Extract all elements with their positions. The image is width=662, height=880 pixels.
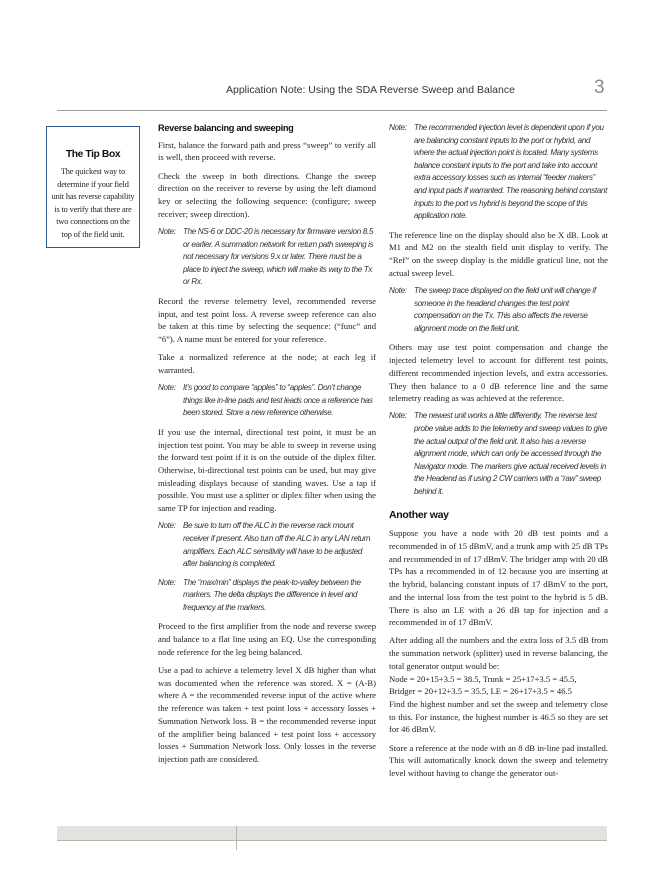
header-divider bbox=[57, 110, 607, 111]
note-text: The newest unit works a little differently. The reverse test probe value adds to the telemetry and sweep values to give the actual output of the field unit. It also has a reverse alignment mode, which can only be accessed through the Navigator mode. The markers give actual received levels in the Headend as if using 2 CW carriers with a “raw” sweep behind it. bbox=[414, 411, 607, 497]
section-heading-another-way: Another way bbox=[389, 508, 449, 521]
note-label: Note: bbox=[389, 123, 407, 132]
paragraph: Suppose you have a node with 20 dB test points and a recommended in of 15 dBmV, and a trunk amp with 25 dB TPs and recommended in of 17 dBmV. The bridger amp with 20 dB TPs has a recommended in of 12 because you are inserting at the hybrid, balancing constant inputs of 17 dBmV to the port, and the internal loss from the test point to the hybrid is 5 dB. There is also an LE with a 26 dB tap for injection and a recommended in of 17 dBmV. bbox=[389, 528, 608, 628]
paragraph: Store a reference at the node with an 8 dB in-line pad installed. This will automatically knock down the sweep and telemetry level without having to change the generator out- bbox=[389, 742, 608, 778]
note bbox=[389, 122, 608, 223]
paragraph: First, balance the forward path and press “sweep” to verify all is well, then proceed with reverse. bbox=[158, 139, 376, 163]
left-column bbox=[158, 122, 376, 771]
equation-line: Bridger = 20+12+3.5 = 35.5, LE = 26+17+3.5 = 46.5 bbox=[389, 686, 572, 697]
note-text: Be sure to turn off the ALC in the reverse rack mount receiver if present. Also turn off the ALC in any LAN return amplifiers. Each ALC sensitivity will have to be adjusted after balancing is completed. bbox=[183, 521, 371, 569]
paragraph: After adding all the numbers and the extra loss of 3.5 dB from the summation network (splitter) used in reverse balancing, the total generator output would be: bbox=[389, 635, 608, 671]
note-label: Note: bbox=[158, 521, 176, 531]
section-heading-reverse-balancing: Reverse balancing and sweeping bbox=[158, 123, 294, 133]
footer-divider bbox=[236, 826, 237, 850]
tip-box-title: The Tip Box bbox=[65, 149, 121, 160]
note bbox=[158, 520, 376, 570]
tip-box bbox=[46, 126, 140, 248]
footer-band bbox=[57, 826, 607, 840]
note-text: The recommended injection level is dependent upon if you are balancing constant inputs to the port or hybrid, and where the actual injection point is located. Many systems balance constant inputs to the port and take into account extra accessory losses such as internal “feeder makers” and input pads if warranted. The reasoning behind constant inputs to the port vs hybrid is beyond the scope of this application note. bbox=[414, 123, 607, 221]
paragraph: Others may use test point compensation and change the injected telemetry level to account for different test points, different recommended injection levels, and extra accessories. They then balance to a 0 dB reference line and the same telemetry reading as was achieved at the reference. bbox=[389, 342, 608, 404]
paragraph: Proceed to the first amplifier from the node and reverse sweep and balance to a flat line using an EQ. Use the corresponding node reference for the leg being balanced. bbox=[158, 621, 376, 657]
note bbox=[389, 285, 608, 335]
page-header bbox=[0, 76, 662, 106]
paragraph: Take a normalized reference at the node; at each leg if warranted. bbox=[158, 352, 376, 375]
paragraph: If you use the internal, directional test point, it must be an injection test point. You may be able to sweep in reverse using the forward test point if it is on the outside of the diplex filter. Otherwise, bi-directional test points can be used, but may give misleading displays because of standing waves. Use a tap if possible. You must use a splitter or diplex filter when using the same TP for injection and reading. bbox=[158, 426, 376, 514]
paragraph: Use a pad to achieve a telemetry level X dB higher than what was documented when the reference was stored. X = (A-B) where A = the recommended reverse input of the active where the reference was taken + test point loss + accessory losses + Summation Network loss. B = the recommended reverse input of the amplifier being balanced + test point loss + accessory losses + Summation Network loss. Only losses in the reverse injection path are considered. bbox=[158, 665, 376, 764]
right-column bbox=[389, 122, 608, 785]
equation-line: Node = 20+15+3.5 = 38.5, Trunk = 25+17+3.5 = 45.5, bbox=[389, 673, 577, 684]
paragraph: Check the sweep in both directions. Change the sweep direction on the receiver to reverse by using the left diamond key or selecting the following sequence: (configure; sweep receiver; sweep direction). bbox=[158, 170, 376, 219]
paragraph: Find the highest number and set the sweep and telemetry close to this. For instance, the highest number is 46.5 so they are set for 46 dBmV. bbox=[389, 698, 608, 735]
note-label: Note: bbox=[158, 383, 176, 393]
note-label: Note: bbox=[389, 411, 407, 421]
note bbox=[158, 382, 376, 420]
paragraph: The reference line on the display should also be X dB. Look at M1 and M2 on the stealth field unit display to verify. The “Ref” on the sweep display is the middle graticul line, not the actual sweep level. bbox=[389, 229, 608, 278]
note-text: The NS-6 or DDC-20 is necessary for firmware version 8.5 or earlier. A summation network for return path sweeping is not necessary for versions 9.x or later. There must be a place to inject the sweep, which will make its way to the Tx or Rx. bbox=[183, 226, 374, 287]
header-title: Application Note: Using the SDA Reverse Sweep and Balance bbox=[226, 84, 515, 96]
footer-rule bbox=[57, 840, 607, 841]
note-text: The sweep trace displayed on the field unit will change if someone in the headend changes the test point compensation on the Tx. This also affects the reverse alignment mode on the field unit. bbox=[414, 286, 596, 333]
page-number: 3 bbox=[594, 77, 605, 98]
note bbox=[158, 577, 376, 615]
note-text: It’s good to compare “apples” to “apples”. Don’t change things like in-line pads and test leads once a reference has been stored. Store a new reference otherwise. bbox=[183, 383, 373, 418]
note bbox=[389, 410, 608, 498]
note-label: Note: bbox=[389, 286, 407, 296]
paragraph: Record the reverse telemetry level, recommended reverse input, and test point loss. A reverse sweep reference can also be taken at this time by selecting the sequence: (“func” and “6”). A name must be entered for your reference. bbox=[158, 295, 376, 344]
note-label: Note: bbox=[158, 226, 176, 236]
note bbox=[158, 226, 376, 289]
note-text: The “max/min” displays the peak-to-valley between the markers. The delta displays the difference in level and frequency at the markers. bbox=[183, 577, 361, 612]
note-label: Note: bbox=[158, 577, 176, 587]
tip-box-text: The quickest way to determine if your field unit has reverse capability is to verify that there are two connections on the top of the field unit. bbox=[51, 167, 135, 239]
